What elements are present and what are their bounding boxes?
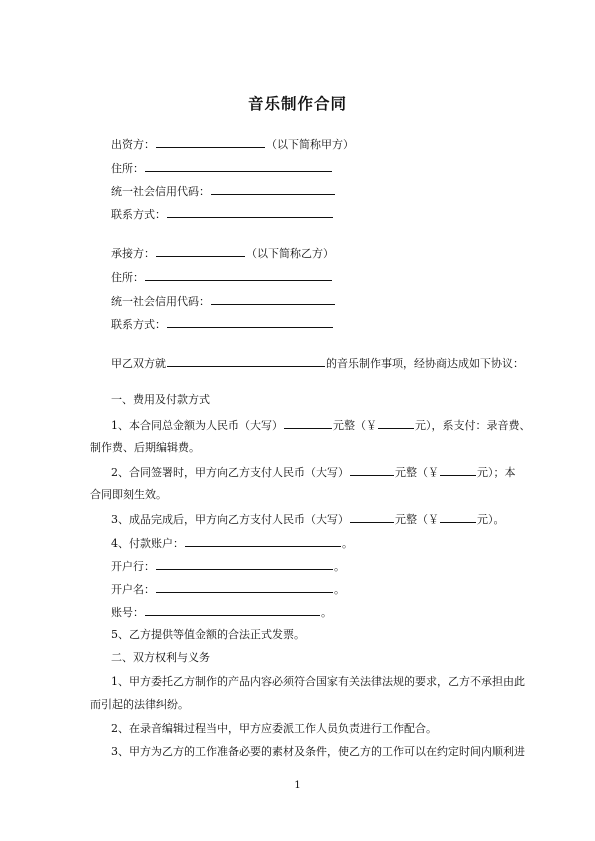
amount-figure-blank[interactable] bbox=[440, 464, 476, 476]
bank-blank[interactable] bbox=[156, 558, 333, 570]
account-number-label: 账号： bbox=[111, 606, 144, 619]
contract-title: 音乐制作合同 bbox=[247, 95, 347, 113]
account-number-blank[interactable] bbox=[145, 604, 320, 616]
investor-blank[interactable] bbox=[156, 136, 265, 148]
investor-label: 出资方： bbox=[111, 138, 155, 151]
clause-text: 2、合同签署时，甲方向乙方支付人民币（大写） bbox=[111, 466, 349, 479]
clause-text: 元）。 bbox=[477, 513, 505, 526]
party-b-credit-code-line bbox=[111, 293, 336, 309]
clause-text: 元整（￥ bbox=[333, 419, 377, 432]
account-holder-line bbox=[111, 581, 345, 597]
party-a-address-line bbox=[111, 160, 333, 176]
clause-end: 。 bbox=[321, 606, 332, 619]
section1-heading: 一、费用及付款方式 bbox=[111, 393, 210, 406]
intro-prefix: 甲乙双方就 bbox=[111, 357, 166, 370]
account-number-line bbox=[111, 604, 332, 620]
clause-end: 。 bbox=[334, 583, 345, 596]
contractor-blank[interactable] bbox=[156, 245, 245, 257]
clause-1-1 bbox=[111, 417, 531, 433]
contact-label: 联系方式： bbox=[111, 318, 166, 331]
clause-1-2-cont: 合同即刻生效。 bbox=[90, 488, 167, 501]
address-blank[interactable] bbox=[145, 160, 332, 172]
clause-1-3 bbox=[111, 511, 505, 527]
clause-2-3: 3、甲方为乙方的工作准备必要的素材及条件，使乙方的工作可以在约定时间内顺利进 bbox=[111, 745, 525, 758]
address-label: 住所： bbox=[111, 271, 144, 284]
payment-account-blank[interactable] bbox=[185, 535, 341, 547]
party-a-contact-line bbox=[111, 206, 334, 222]
clause-text: 元），系支付：录音费、 bbox=[415, 419, 531, 432]
credit-code-blank[interactable] bbox=[211, 183, 335, 195]
clause-1-1-cont: 制作费、后期编辑费。 bbox=[90, 441, 200, 454]
credit-code-blank[interactable] bbox=[211, 293, 335, 305]
party-b-address-line bbox=[111, 269, 333, 285]
bank-line bbox=[111, 558, 345, 574]
party-b-contact-line bbox=[111, 316, 334, 332]
clause-end: 。 bbox=[334, 560, 345, 573]
clause-2-1-cont: 而引起的法律纠纷。 bbox=[90, 698, 189, 711]
intro-line bbox=[111, 355, 524, 371]
credit-code-label: 统一社会信用代码： bbox=[111, 185, 210, 198]
holder-blank[interactable] bbox=[156, 581, 333, 593]
clause-text: 元）；本 bbox=[477, 466, 516, 479]
clause-1-2 bbox=[111, 464, 516, 480]
contractor-label: 承接方： bbox=[111, 247, 155, 260]
contact-label: 联系方式： bbox=[111, 208, 166, 221]
investor-note: （以下简称甲方） bbox=[266, 138, 354, 151]
clause-text: 3、成品完成后，甲方向乙方支付人民币（大写） bbox=[111, 513, 349, 526]
page-number: 1 bbox=[294, 780, 301, 791]
party-a-credit-code-line bbox=[111, 183, 336, 199]
section2-heading: 二、双方权利与义务 bbox=[111, 651, 210, 664]
clause-1-5: 5、乙方提供等值金额的合法正式发票。 bbox=[111, 628, 305, 641]
amount-words-blank[interactable] bbox=[350, 511, 394, 523]
clause-1-4 bbox=[111, 535, 353, 551]
address-label: 住所： bbox=[111, 162, 144, 175]
amount-words-blank[interactable] bbox=[350, 464, 394, 476]
contact-blank[interactable] bbox=[167, 206, 333, 218]
contact-blank[interactable] bbox=[167, 316, 333, 328]
clause-text: 元整（￥ bbox=[395, 466, 439, 479]
party-a-investor-line bbox=[111, 136, 354, 152]
clause-text: 1、本合同总金额为人民币（大写） bbox=[111, 419, 283, 432]
account-label: 4、付款账户： bbox=[111, 537, 184, 550]
clause-end: 。 bbox=[342, 537, 353, 550]
clause-text: 元整（￥ bbox=[395, 513, 439, 526]
credit-code-label: 统一社会信用代码： bbox=[111, 295, 210, 308]
amount-figure-blank[interactable] bbox=[378, 417, 414, 429]
holder-label: 开户名： bbox=[111, 583, 155, 596]
party-b-contractor-line bbox=[111, 245, 334, 261]
project-blank[interactable] bbox=[167, 355, 325, 367]
amount-figure-blank[interactable] bbox=[440, 511, 476, 523]
contractor-note: （以下简称乙方） bbox=[246, 247, 334, 260]
intro-suffix: 的音乐制作事项，经协商达成如下协议： bbox=[326, 357, 524, 370]
clause-2-1: 1、甲方委托乙方制作的产品内容必须符合国家有关法律法规的要求，乙方不承担由此 bbox=[111, 675, 525, 688]
amount-words-blank[interactable] bbox=[284, 417, 332, 429]
clause-2-2: 2、在录音编辑过程当中，甲方应委派工作人员负责进行工作配合。 bbox=[111, 722, 437, 735]
address-blank[interactable] bbox=[145, 269, 332, 281]
bank-label: 开户行： bbox=[111, 560, 155, 573]
